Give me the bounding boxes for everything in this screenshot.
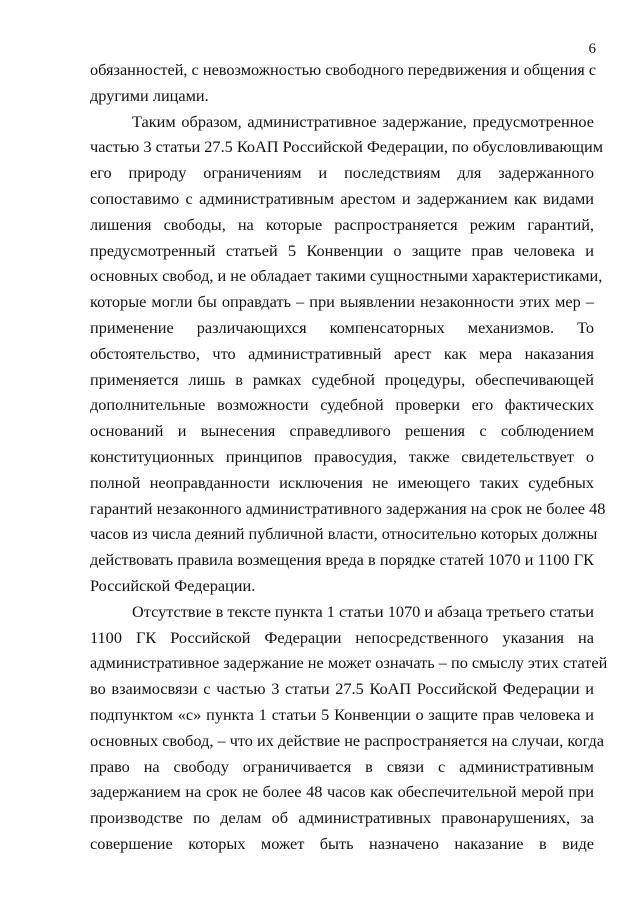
text-line: гарантий незаконного административного задержания на срок не более 48 bbox=[90, 498, 606, 518]
text-line: дополнительные возможности судебной проверки его фактических bbox=[90, 395, 594, 415]
text-line: Таким образом, административное задержание, предусмотренное bbox=[132, 111, 594, 131]
text-line: его природу ограничениям и последствиям для задержанного bbox=[90, 163, 594, 183]
text-line: обстоятельство, что административный арест как мера наказания bbox=[90, 343, 594, 363]
text-line: основных свобод, и не обладает такими сущностными характеристиками, bbox=[90, 266, 603, 286]
text-line: основных свобод, – что их действие не распространяется на случаи, когда bbox=[90, 730, 605, 750]
text-line: лишения свободы, на которые распространяется режим гарантий, bbox=[90, 214, 594, 234]
paragraph bbox=[90, 57, 594, 109]
text-line: задержанием на срок не более 48 часов как обеспечительной мерой при bbox=[90, 782, 594, 802]
text-line: подпунктом «c» пункта 1 статьи 5 Конвенции о защите прав человека и bbox=[90, 704, 594, 724]
text-line: 1100 ГК Российской Федерации непосредственного указания на bbox=[90, 627, 594, 647]
text-line: часов из числа деяний публичной власти, относительно которых должны bbox=[90, 524, 598, 544]
document-body bbox=[90, 57, 608, 857]
text-line: действовать правила возмещения вреда в порядке статей 1070 и 1100 ГК bbox=[90, 550, 594, 570]
text-line: производстве по делам об административных правонарушениях, за bbox=[90, 808, 594, 828]
paragraph bbox=[90, 599, 608, 857]
text-line: предусмотренный статьей 5 Конвенции о защите прав человека и bbox=[90, 240, 594, 260]
text-line: обязанностей, с невозможностью свободного передвижения и общения с bbox=[90, 60, 596, 79]
text-line: право на свободу ограничивается в связи с административным bbox=[90, 756, 594, 776]
text-line: сопоставимо с административным арестом и задержанием как видами bbox=[90, 188, 594, 208]
text-line: применение различающихся компенсаторных механизмов. То bbox=[90, 317, 594, 337]
paragraph bbox=[90, 109, 606, 599]
text-line: совершение которых может быть назначено наказание в виде bbox=[90, 833, 594, 853]
text-line: полной неоправданности исключения не имеющего таких судебных bbox=[90, 472, 594, 492]
text-line: применяется лишь в рамках судебной процедуры, обеспечивающей bbox=[90, 369, 594, 389]
page-number: 6 bbox=[588, 41, 596, 57]
text-line: частью 3 статьи 27.5 КоАП Российской Федерации, по обусловливающим bbox=[90, 137, 604, 157]
text-line: которые могли бы оправдать – при выявлении незаконности этих мер – bbox=[90, 292, 594, 312]
text-line: административное задержание не может означать – по смыслу этих статей bbox=[90, 653, 608, 673]
text-line: Отсутствие в тексте пункта 1 статьи 1070 и абзаца третьего статьи bbox=[132, 601, 594, 621]
text-line: конституционных принципов правосудия, также свидетельствует о bbox=[90, 446, 594, 466]
text-line: Российской Федерации. bbox=[90, 575, 256, 595]
text-line: другими лицами. bbox=[90, 85, 209, 105]
text-line: оснований и вынесения справедливого решения с соблюдением bbox=[90, 421, 594, 441]
text-line: во взаимосвязи с частью 3 статьи 27.5 КоАП Российской Федерации и bbox=[90, 679, 594, 699]
